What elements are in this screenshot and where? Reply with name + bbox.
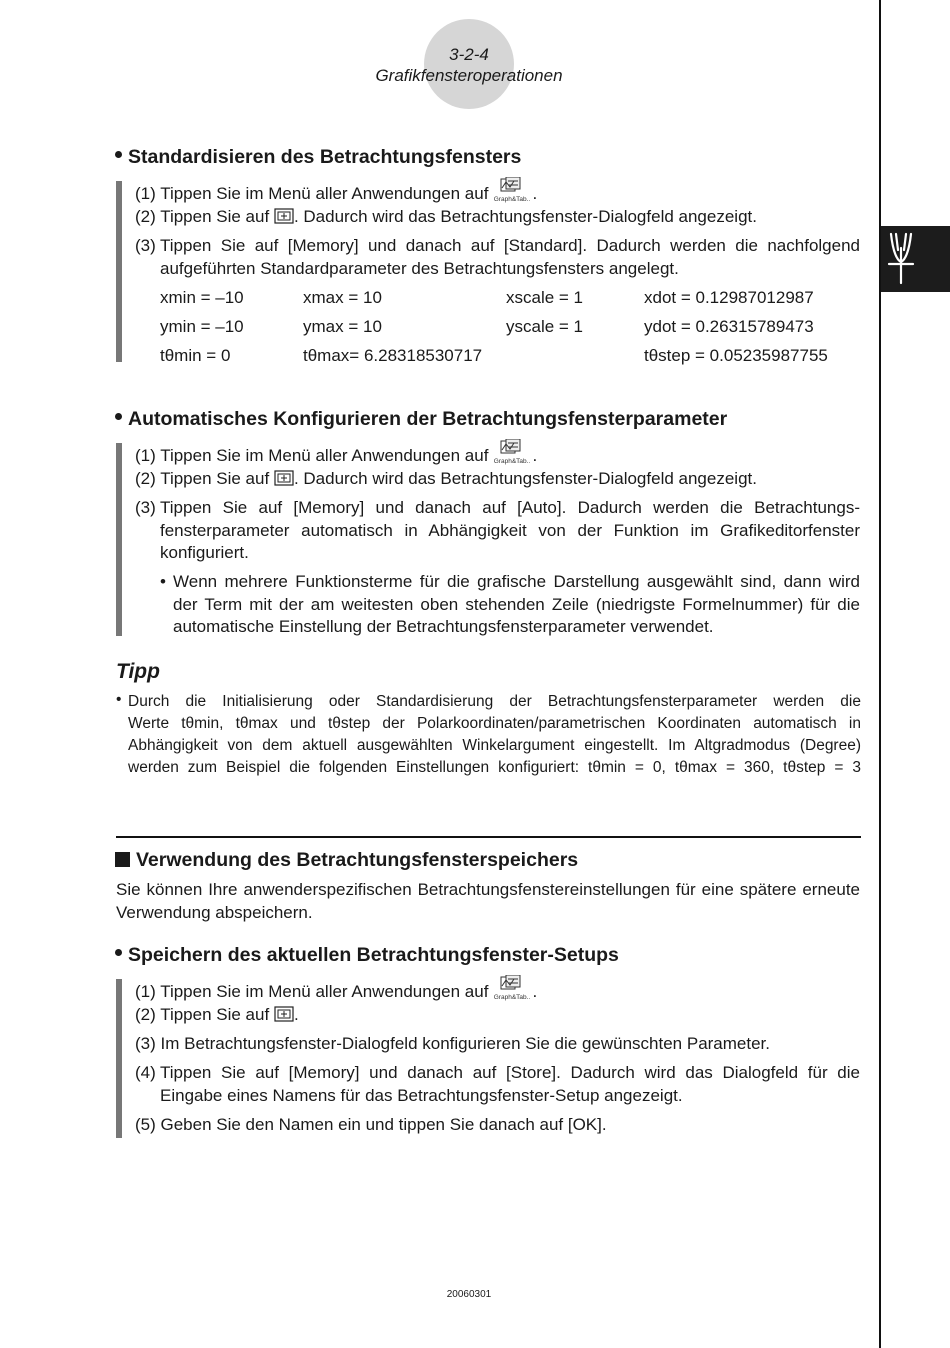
param-xscale: xscale = 1	[506, 288, 584, 307]
param-yscale: yscale = 1	[506, 317, 584, 336]
step-1: (1) Tippen Sie im Menü aller Anwendungen auf Graph&Tab.. .	[135, 975, 537, 1007]
section-intro: Sie können Ihre anwenderspezifischen Betrachtungsfenstereinstellungen für eine spätere erneute Verwendung abspeichern.	[116, 880, 860, 922]
step-4-text: Tippen Sie auf [Memory] und danach auf [Store]. Dadurch wird das Dialogfeld für die Eingabe eines Namens für das Betrachtungsfenster-Setup angezeigt.	[160, 1063, 860, 1105]
view-window-icon[interactable]	[274, 208, 294, 224]
param-tmin: tθmin = 0	[160, 346, 231, 365]
step-4-number: (4)	[135, 1063, 156, 1082]
page-number: 3-2-4	[449, 45, 489, 64]
footer-code: 20060301	[446, 1289, 492, 1300]
param-ymax: ymax = 10	[303, 317, 382, 336]
param-tstep: tθstep = 0.05235987755	[644, 346, 828, 365]
param-ymin: ymin = –10	[160, 317, 244, 336]
graph-tab-app-icon[interactable]	[492, 975, 532, 1007]
step-2: (2) Tippen Sie auf .	[135, 1005, 299, 1024]
step-2: (2) Tippen Sie auf . Dadurch wird das Betrachtungsfenster-Dialogfeld angezeigt.	[135, 469, 757, 488]
step-2: (2) Tippen Sie auf . Dadurch wird das Betrachtungsfenster-Dialogfeld angezeigt.	[135, 207, 757, 226]
bullet-icon	[115, 949, 122, 956]
param-tmax: tθmax= 6.28318530717	[303, 346, 483, 365]
param-ydot: ydot = 0.26315789473	[644, 317, 814, 336]
svg-text:Graph&Tab..: Graph&Tab..	[494, 994, 531, 1001]
param-xmin: xmin = –10	[160, 288, 244, 307]
square-bullet-icon	[115, 852, 130, 867]
tipp-heading: Tipp	[116, 660, 160, 683]
section-heading-standardize: Standardisieren des Betrachtungsfensters	[115, 146, 521, 169]
svg-text:Graph&Tab..: Graph&Tab..	[494, 196, 531, 203]
section-bar	[116, 979, 122, 1138]
section-heading-memory: Verwendung des Betrachtungsfensterspeichers	[115, 849, 578, 872]
tipp-line-1: Durch die Initialisierung oder Standardisierung der Betrachtungsfensterparameter werden die	[128, 693, 861, 710]
param-xmax: xmax = 10	[303, 288, 382, 307]
param-xdot: xdot = 0.12987012987	[644, 288, 814, 307]
page-title: Grafikfensteroperationen	[375, 66, 563, 85]
step-3-number: (3)	[135, 498, 156, 517]
tipp-line-2: Werte tθmin, tθmax und tθstep der Polarkoordinaten/parametrischen Koordinaten automatisch in	[128, 715, 861, 732]
bullet-icon	[115, 413, 122, 420]
step-1: (1) Tippen Sie im Menü aller Anwendungen auf Graph&Tab.. .	[135, 439, 537, 471]
view-window-icon[interactable]	[274, 1006, 294, 1022]
step-3: (3) Im Betrachtungsfenster-Dialogfeld konfigurieren Sie die gewünschten Parameter.	[135, 1034, 771, 1053]
graph-tab-app-icon[interactable]	[492, 177, 532, 209]
section-heading-auto: Automatisches Konfigurieren der Betrachtungsfensterparameter	[115, 408, 727, 431]
step-1: (1) Tippen Sie im Menü aller Anwendungen auf Graph&Tab.. .	[135, 177, 537, 209]
view-window-icon[interactable]	[274, 470, 294, 486]
tipp-line-3: Abhängigkeit von dem aktuell ausgewählten Winkelargument eingestellt. Im Altgradmodus (Degree)	[128, 737, 861, 754]
tipp-bullet: •	[116, 691, 122, 708]
svg-text:Graph&Tab..: Graph&Tab..	[494, 458, 531, 465]
tipp-line-4: werden zum Beispiel die folgenden Einstellungen konfiguriert: tθmin = 0, tθmax = 360, tθstep = 3	[128, 759, 861, 776]
step-3-number: (3)	[135, 236, 156, 255]
graph-tab-app-icon[interactable]	[492, 439, 532, 471]
note-bullet: •	[160, 572, 166, 591]
bullet-icon	[115, 151, 122, 158]
graph-trace-icon	[881, 226, 950, 292]
section-bar	[116, 181, 122, 362]
section-heading-store: Speichern des aktuellen Betrachtungsfenster-Setups	[115, 944, 619, 967]
section-bar	[116, 443, 122, 636]
section-divider	[116, 836, 861, 838]
page-edge-line	[879, 0, 881, 1348]
step-3-text: Tippen Sie auf [Memory] und danach auf [Auto]. Dadurch werden die Betrachtungsfensterparameter automatisch in Abhängigkeit von der Funktion im Grafikeditorfenster konfiguriert.	[160, 498, 860, 562]
chapter-tab	[881, 226, 950, 292]
step-3-text: Tippen Sie auf [Memory] und danach auf [Standard]. Dadurch werden die nachfolgend aufgeführten Standardparameter des Betrachtungsfensters angelegt.	[160, 236, 860, 278]
step-5: (5) Geben Sie den Namen ein und tippen Sie danach auf [OK].	[135, 1115, 607, 1134]
note-text: Wenn mehrere Funktionsterme für die grafische Darstellung ausgewählt sind, dann wird der Term mit der am weitesten oben stehenden Zeile (niedrigste Formelnummer) für die automatische Einstellung der Betrachtungsfensterparameter verwendet.	[173, 572, 860, 636]
